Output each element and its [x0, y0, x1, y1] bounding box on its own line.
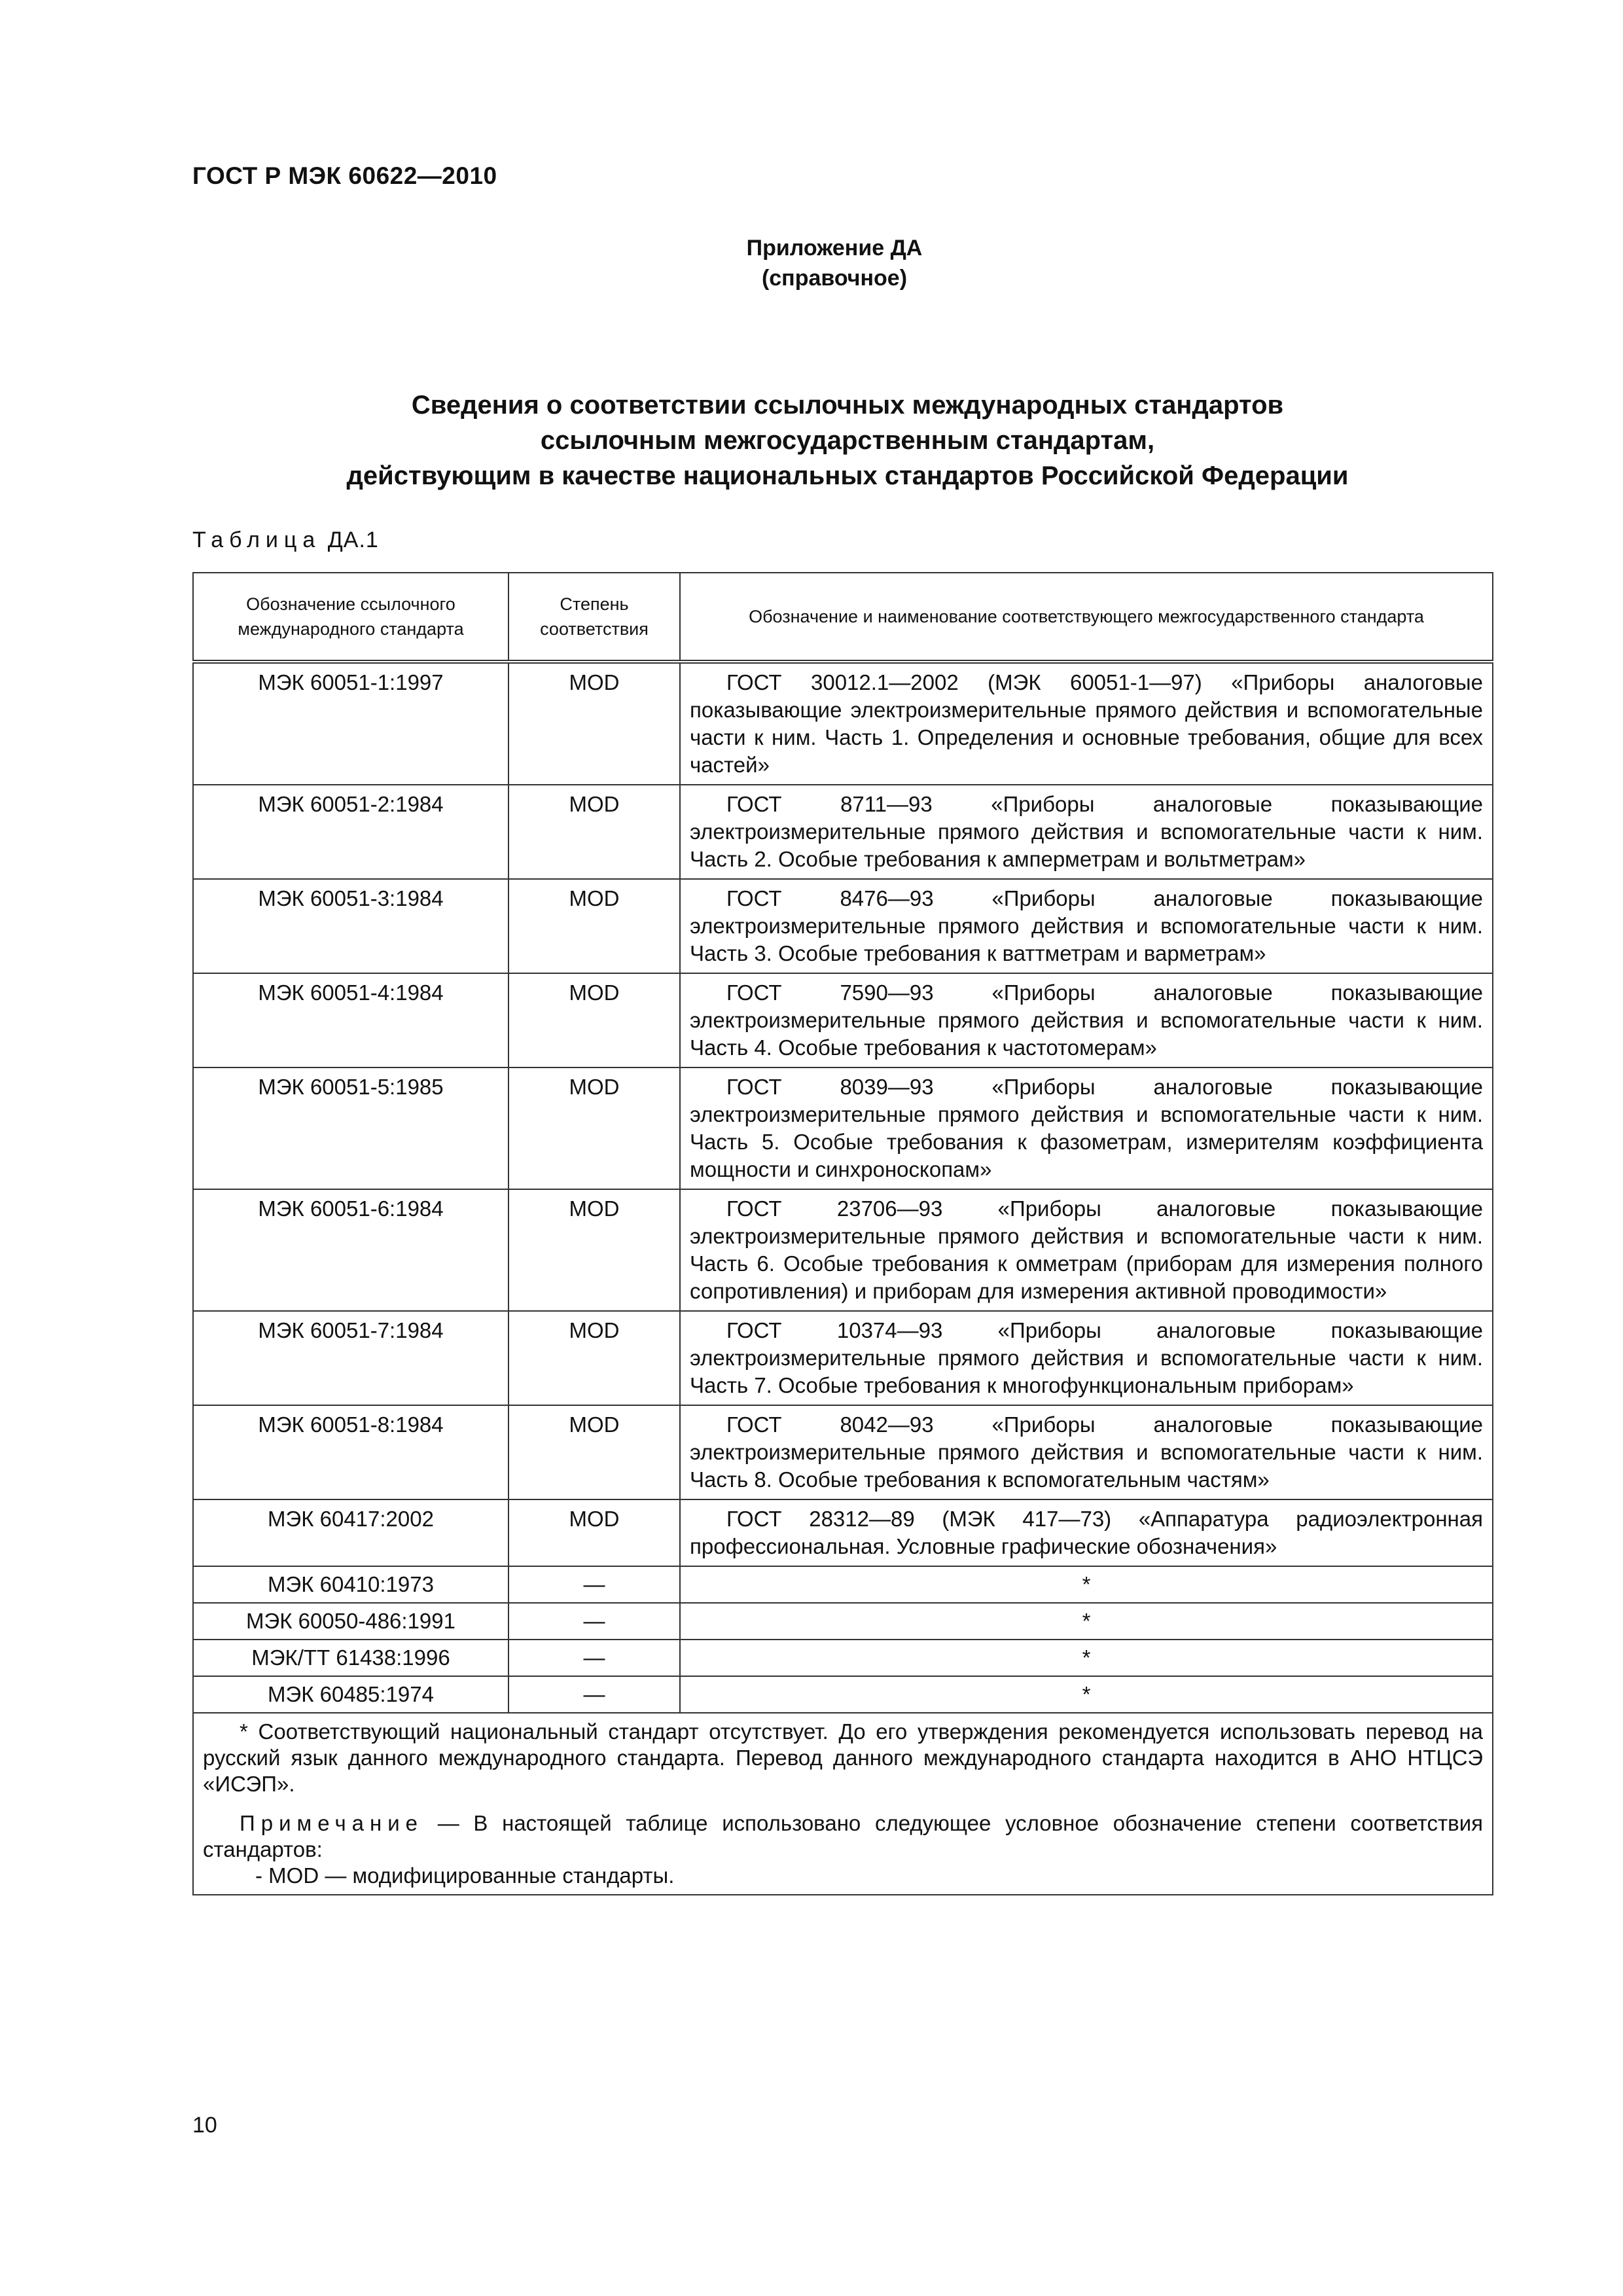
degree-of-correspondence: MOD	[508, 1405, 680, 1499]
description-text: ГОСТ 8711—93 «Приборы аналоговые показывающие электроизмерительные прямого действия и вспомогательные части к ним. Часть 2. Особые требования к амперметрам и вольтметрам»	[690, 792, 1483, 871]
interstate-standard-description	[680, 1566, 1493, 1603]
interstate-standard-description	[680, 1067, 1493, 1189]
table-row	[193, 785, 1493, 879]
interstate-standard-description	[680, 662, 1493, 785]
table-row	[193, 879, 1493, 973]
interstate-standard-description	[680, 1603, 1493, 1640]
footnote-text: * Соответствующий национальный стандарт отсутствует. До его утверждения рекомендуется использовать перевод на русский язык данного международного стандарта. Перевод данного международного стандарта находится в АНО НТЦСЭ «ИСЭП».	[203, 1719, 1483, 1796]
international-standard-code: МЭК 60051-2:1984	[193, 785, 508, 879]
international-standard-code: МЭК 60051-1:1997	[193, 662, 508, 785]
header-international-standard: Обозначение ссылочного международного стандарта	[193, 573, 508, 662]
table-header-row	[193, 573, 1493, 662]
table-footnote-row	[193, 1713, 1493, 1895]
international-standard-code: МЭК 60051-3:1984	[193, 879, 508, 973]
degree-of-correspondence: MOD	[508, 1311, 680, 1405]
international-standard-code: МЭК 60485:1974	[193, 1676, 508, 1713]
degree-of-correspondence: MOD	[508, 1067, 680, 1189]
interstate-standard-description	[680, 1189, 1493, 1311]
appendix-subtitle: (справочное)	[761, 266, 908, 291]
interstate-standard-description	[680, 1676, 1493, 1713]
note-text: — В настоящей таблице использовано следующее условное обозначение степени соответствия стандартов:	[203, 1811, 1483, 1861]
main-title-line-3: действующим в качестве национальных стандартов Российской Федерации	[346, 461, 1349, 490]
table-row	[193, 1499, 1493, 1566]
standards-correspondence-table	[192, 572, 1493, 1895]
description-text: ГОСТ 8476—93 «Приборы аналоговые показывающие электроизмерительные прямого действия и вспомогательные части к ним. Часть 3. Особые требования к ваттметрам и варметрам»	[690, 886, 1483, 965]
table-row	[193, 662, 1493, 785]
interstate-standard-description	[680, 973, 1493, 1067]
main-title	[0, 387, 1623, 493]
interstate-standard-description	[680, 1640, 1493, 1676]
table-row	[193, 1311, 1493, 1405]
description-text: ГОСТ 7590—93 «Приборы аналоговые показывающие электроизмерительные прямого действия и вспомогательные части к ним. Часть 4. Особые требования к частотомерам»	[690, 980, 1483, 1060]
table-row	[193, 973, 1493, 1067]
main-title-line-2: ссылочным межгосударственным стандартам,	[540, 426, 1155, 455]
table-label-number: ДА.1	[327, 528, 379, 552]
description-text: *	[1082, 1645, 1091, 1670]
degree-of-correspondence: —	[508, 1603, 680, 1640]
main-title-line-1: Сведения о соответствии ссылочных международных стандартов	[411, 391, 1284, 420]
international-standard-code: МЭК 60051-4:1984	[193, 973, 508, 1067]
degree-of-correspondence: MOD	[508, 785, 680, 879]
table-label	[192, 528, 379, 553]
description-text: *	[1082, 1609, 1091, 1633]
degree-of-correspondence: MOD	[508, 1499, 680, 1566]
degree-of-correspondence: MOD	[508, 879, 680, 973]
description-text: ГОСТ 10374—93 «Приборы аналоговые показывающие электроизмерительные прямого действия и вспомогательные части к ним. Часть 7. Особые требования к многофункциональным приборам»	[690, 1318, 1483, 1397]
degree-of-correspondence: MOD	[508, 1189, 680, 1311]
international-standard-code: МЭК 60051-6:1984	[193, 1189, 508, 1311]
description-text: ГОСТ 28312—89 (МЭК 417—73) «Аппаратура радиоэлектронная профессиональная. Условные графические обозначения»	[690, 1507, 1483, 1558]
interstate-standard-description	[680, 785, 1493, 879]
description-text: *	[1082, 1682, 1091, 1706]
table-body	[193, 662, 1493, 1713]
appendix-heading	[0, 233, 1623, 293]
appendix-title: Приложение ДА	[746, 236, 923, 260]
description-text: ГОСТ 30012.1—2002 (МЭК 60051-1—97) «Приборы аналоговые показывающие электроизмерительные прямого действия и вспомогательные части к ним. Часть 1. Определения и основные требования, общие для всех частей»	[690, 670, 1483, 777]
description-text: ГОСТ 8042—93 «Приборы аналоговые показывающие электроизмерительные прямого действия и вспомогательные части к ним. Часть 8. Особые требования к вспомогательным частям»	[690, 1412, 1483, 1492]
table-footnote-cell	[193, 1713, 1493, 1895]
international-standard-code: МЭК 60417:2002	[193, 1499, 508, 1566]
page-number: 10	[192, 2113, 217, 2138]
table-row	[193, 1640, 1493, 1676]
table-row	[193, 1405, 1493, 1499]
table-row	[193, 1189, 1493, 1311]
interstate-standard-description	[680, 1311, 1493, 1405]
interstate-standard-description	[680, 879, 1493, 973]
table-row	[193, 1067, 1493, 1189]
international-standard-code: МЭК 60051-8:1984	[193, 1405, 508, 1499]
international-standard-code: МЭК 60051-5:1985	[193, 1067, 508, 1189]
degree-of-correspondence: MOD	[508, 662, 680, 785]
note-label: Примечание	[240, 1811, 424, 1835]
degree-of-correspondence: —	[508, 1676, 680, 1713]
note-paragraph	[203, 1810, 1483, 1863]
interstate-standard-description	[680, 1405, 1493, 1499]
degree-of-correspondence: MOD	[508, 973, 680, 1067]
note-item: - MOD — модифицированные стандарты.	[255, 1863, 675, 1888]
document-code: ГОСТ Р МЭК 60622—2010	[192, 162, 497, 189]
header-degree: Степень соответствия	[508, 573, 680, 662]
header-interstate-standard: Обозначение и наименование соответствующего межгосударственного стандарта	[680, 573, 1493, 662]
description-text: ГОСТ 23706—93 «Приборы аналоговые показывающие электроизмерительные прямого действия и вспомогательные части к ним. Часть 6. Особые требования к омметрам (приборам для измерения полного сопротивления) и приборам для измерения активной проводимости»	[690, 1196, 1483, 1303]
international-standard-code: МЭК/ТТ 61438:1996	[193, 1640, 508, 1676]
table-row	[193, 1603, 1493, 1640]
description-text: ГОСТ 8039—93 «Приборы аналоговые показывающие электроизмерительные прямого действия и вспомогательные части к ним. Часть 5. Особые требования к фазометрам, измерителям коэффициента мощности и синхроноскопам»	[690, 1075, 1483, 1181]
international-standard-code: МЭК 60051-7:1984	[193, 1311, 508, 1405]
international-standard-code: МЭК 60410:1973	[193, 1566, 508, 1603]
table-label-word: Таблица	[192, 528, 321, 552]
table-row	[193, 1676, 1493, 1713]
interstate-standard-description	[680, 1499, 1493, 1566]
description-text: *	[1082, 1572, 1091, 1596]
degree-of-correspondence: —	[508, 1640, 680, 1676]
international-standard-code: МЭК 60050-486:1991	[193, 1603, 508, 1640]
degree-of-correspondence: —	[508, 1566, 680, 1603]
table-row	[193, 1566, 1493, 1603]
